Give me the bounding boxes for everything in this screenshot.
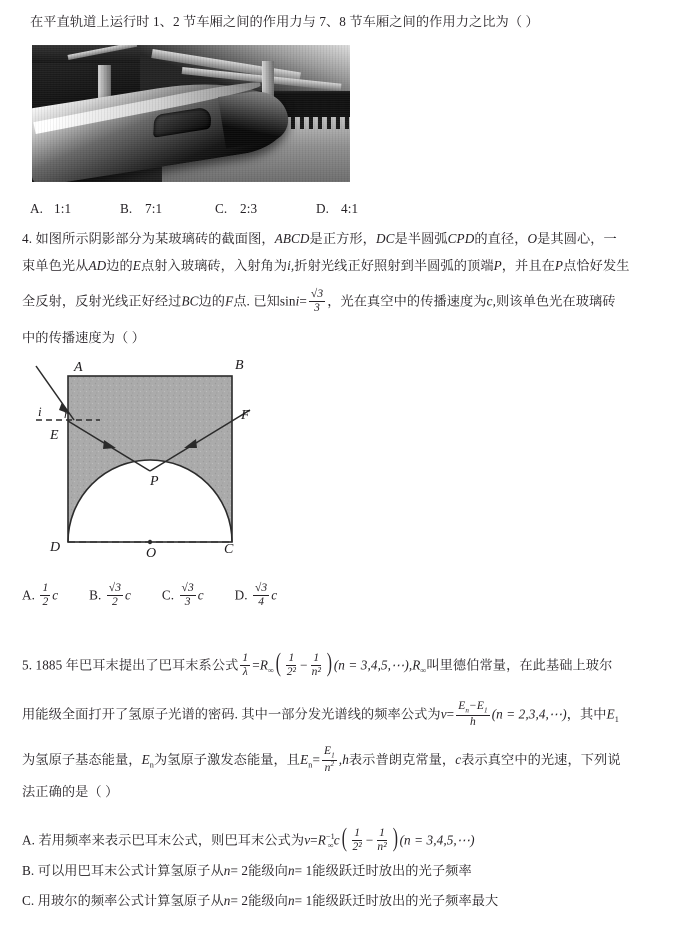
q3-option-d-text[interactable]: 4:1 <box>341 201 359 216</box>
label-D: D <box>50 540 61 555</box>
q5-lambda-den: λ <box>242 665 248 678</box>
q4-text-2a: 束单色光从 <box>22 258 89 273</box>
q4-option-a-unit: c <box>52 587 59 603</box>
q5-option-b-eq2: = 1 <box>294 863 313 878</box>
q4-cpd: CPD <box>447 231 475 246</box>
q5-text-3d: 表示普朗克常量， <box>348 752 456 768</box>
q4-option-a-num: 1 <box>42 582 49 594</box>
q5-bohr-num <box>456 700 489 716</box>
q5-frac-2 <box>310 652 323 679</box>
q5-rydberg-sub: ∞ <box>267 666 274 676</box>
q3-option-b-text[interactable]: 7:1 <box>145 201 163 216</box>
q5-option-c-mid: 能级向 <box>248 893 288 908</box>
q5-option-a-f1n: 1 <box>354 827 361 839</box>
q5-energy-num-E: E <box>324 745 332 757</box>
q5-E1-inline: E <box>606 706 615 722</box>
q5-eq-2: = <box>446 706 455 722</box>
q5-En: E <box>458 700 466 712</box>
q4-text-3d: ，光在真空中的传播速度为 <box>327 293 487 309</box>
q3-option-d-label: D. <box>316 201 330 216</box>
q5-option-a-c: c <box>333 832 340 848</box>
q4-option-b-den: 2 <box>111 595 118 608</box>
q4-text-3a: 全反射，反射光线正好经过 <box>22 293 182 309</box>
q4-dc: DC <box>375 231 395 246</box>
q4-e-point: E <box>132 258 141 273</box>
q5-option-a-frac-1 <box>350 827 363 854</box>
q5-option-c-eq2: = 1 <box>294 893 313 908</box>
label-B: B <box>235 358 244 373</box>
q5-option-b[interactable] <box>22 863 472 878</box>
q5-option-b-n1: n <box>223 863 231 878</box>
q4-option-b-label: B. <box>89 587 102 603</box>
q5-stem-line-3 <box>22 746 621 776</box>
q4-option-a-value[interactable] <box>40 582 50 609</box>
q5-condition-1: (n = 3,4,5,⋯), <box>333 657 413 673</box>
label-C: C <box>224 542 234 557</box>
q5-option-c[interactable] <box>22 893 498 908</box>
q5-option-c-text-a: 用玻尔的频率公式计算氢原子从 <box>37 893 224 908</box>
q5-option-a-text: 若用频率来表示巴耳末公式，则巴耳末公式为 <box>38 832 305 848</box>
q5-E1-sub: 1 <box>484 706 488 715</box>
q5-option-a-frac-2 <box>375 827 388 854</box>
q4-option-d-num: √3 <box>255 582 268 594</box>
q4-number: 4. <box>22 231 33 246</box>
q5-option-a-Rsub: ∞ <box>327 841 334 851</box>
q4-f-point: F <box>225 293 234 309</box>
q4-ad: AD <box>88 258 107 273</box>
q5-En-sub: n <box>465 706 470 715</box>
q5-E1-inline-sub: 1 <box>614 715 619 725</box>
q4-text-1a: 如图所示阴影部分为某玻璃砖的截面图， <box>35 231 275 246</box>
q5-option-b-text-b: 能级跃迁时放出的光子频率 <box>312 863 472 878</box>
q5-option-a-minus: − <box>365 832 374 848</box>
q4-option-d-unit: c <box>271 587 278 603</box>
label-F: F <box>241 408 250 423</box>
q5-num-minus: − <box>469 700 477 712</box>
q4-text-2g: 点恰好发生 <box>563 258 630 273</box>
q4-option-c-label: C. <box>161 587 175 603</box>
q5-E1: E <box>476 700 485 712</box>
photo-passengers <box>282 99 350 129</box>
q4-text-3c: 点. 已知 <box>233 293 280 309</box>
q5-option-a-f1d: 2² <box>352 840 362 853</box>
q4-text-3b: 边的 <box>198 293 226 309</box>
q4-option-d-den: 4 <box>258 595 265 608</box>
q5-option-a-nu: ν <box>304 832 311 848</box>
q4-text-2d: 折射光线正好照射到半圆弧的顶端 <box>294 258 494 273</box>
q5-c-var: c <box>455 752 462 768</box>
q4-option-c-value[interactable] <box>180 582 196 609</box>
label-O: O <box>146 546 157 561</box>
q5-stem-line-4: 法正确的是（ ） <box>22 784 119 799</box>
photo-train-window <box>153 106 211 138</box>
q5-frac-1 <box>285 652 298 679</box>
q3-option-b-label: B. <box>120 201 133 216</box>
q4-stem-line-3 <box>22 289 616 316</box>
label-P: P <box>150 474 159 489</box>
q3-options <box>30 200 358 218</box>
q5-condition-2: (n = 2,3,4,⋯) <box>491 706 567 722</box>
label-E: E <box>50 428 59 443</box>
q5-option-c-n2: n <box>287 893 295 908</box>
center-point-O <box>148 540 152 544</box>
q5-option-c-eq1: = 2 <box>230 893 249 908</box>
q4-equals: = <box>299 293 307 309</box>
q4-option-a-den: 2 <box>42 595 49 608</box>
q5-text-3b: 为氢原子激发态能量，且 <box>153 752 301 768</box>
q5-text-3a: 为氢原子基态能量， <box>22 752 142 768</box>
q5-nu: ν <box>440 706 447 722</box>
q4-option-b-unit: c <box>125 587 132 603</box>
q4-p-point-2: P <box>554 258 564 273</box>
q4-option-d-value[interactable] <box>253 582 269 609</box>
q4-option-c-num: √3 <box>181 582 194 594</box>
q4-text-2f: ，并且在 <box>501 258 555 273</box>
q4-stem-line-4: 中的传播速度为（ ） <box>22 330 145 345</box>
q5-rydberg-R: R <box>259 657 268 673</box>
q5-rydberg-R2: R <box>412 657 421 673</box>
q5-option-b-eq1: = 2 <box>230 863 249 878</box>
q5-minus-1: − <box>300 657 308 673</box>
q4-text-1d: 的直径， <box>474 231 528 246</box>
q5-frac-1-num: 1 <box>288 652 295 664</box>
q4-text-3e: 则该单色光在玻璃砖 <box>496 293 616 309</box>
label-A: A <box>74 360 83 375</box>
q5-option-b-text-a: 可以用巴耳末公式计算氢原子从 <box>37 863 224 878</box>
q5-option-b-n2: n <box>287 863 295 878</box>
q5-text-2b: ，其中 <box>566 706 607 722</box>
q5-En-inline-2: E <box>300 752 309 768</box>
q5-lambda-fraction <box>240 652 250 679</box>
q5-En-inline-2-sub: n <box>308 760 313 770</box>
q5-option-a-cond: (n = 3,4,5,⋯) <box>399 832 475 848</box>
q4-text-1e: 是其圆心，一 <box>537 231 617 246</box>
q4-i-var: i, <box>287 258 295 273</box>
q5-option-a-f2d: n² <box>377 840 387 853</box>
q4-option-d-label: D. <box>234 587 248 603</box>
q4-p-point: P <box>493 258 502 273</box>
q5-lambda-num: 1 <box>242 652 249 664</box>
q4-text-2c: 点射入玻璃砖，入射角为 <box>140 258 288 273</box>
q5-option-b-label: B. <box>22 863 35 878</box>
q5-En-inline-sub: n <box>149 760 154 770</box>
q5-option-a-R: R <box>317 832 326 848</box>
q4-option-c-den: 3 <box>184 595 191 608</box>
shaded-glass-region <box>68 376 232 542</box>
q5-option-a-eq: = <box>310 832 318 848</box>
q5-stem-line-2 <box>22 701 619 730</box>
q4-option-b-num: √3 <box>108 582 122 594</box>
q5-bohr-den: h <box>470 716 476 729</box>
q4-text-1b: 是正方形， <box>309 231 376 246</box>
q3-stem: 在平直轨道上运行时 1、2 节车厢之间的作用力与 7、8 节车厢之间的作用力之比为（ ） <box>30 14 539 29</box>
q5-option-a-f2n: 1 <box>379 827 386 839</box>
q3-option-a-label: A. <box>30 201 44 216</box>
q5-energy-den <box>323 761 337 775</box>
q5-text-2a: 用能级全面打开了氢原子光谱的密码. 其中一部分发光谱线的频率公式为 <box>22 706 441 722</box>
q5-eq-3: = <box>312 752 320 768</box>
high-speed-train-photo <box>32 45 350 182</box>
q4-option-b-value[interactable] <box>107 582 123 609</box>
q4-text-1c: 是半圆弧 <box>394 231 448 246</box>
q3-option-c-label: C. <box>215 201 228 216</box>
q5-number: 5. <box>22 657 33 673</box>
q5-bohr-fraction <box>456 700 489 729</box>
q4-sin-arg: i <box>295 293 300 309</box>
q5-option-a-label: A. <box>22 832 36 848</box>
q4-stem-line-1 <box>22 231 617 246</box>
q4-sin-num: √3 <box>310 288 324 300</box>
q5-text-1a: 1885 年巴耳末提出了巴耳末系公式 <box>35 657 239 673</box>
diagram-svg <box>28 358 288 563</box>
label-angle-i: i <box>38 404 42 419</box>
q5-energy-den-sup: 2 <box>330 760 335 769</box>
q3-option-c-text[interactable]: 2:3 <box>240 201 258 216</box>
q4-stem-line-2 <box>22 258 630 273</box>
q4-text-2b: 边的 <box>106 258 133 273</box>
q4-sin-den: 3 <box>314 301 320 314</box>
q5-frac-2-den: n² <box>311 665 322 678</box>
q5-option-c-n1: n <box>223 893 231 908</box>
glass-brick-refraction-diagram <box>28 358 288 563</box>
q4-c-var: c, <box>486 293 496 309</box>
q5-frac-1-den: 2² <box>286 665 297 678</box>
q5-option-b-mid: 能级向 <box>248 863 288 878</box>
q5-option-a[interactable]: A. 若用频率来表示巴耳末公式，则巴耳末公式为$\nu=R^{-1}_\infty c$( $\frac{1}{\text{2²}}$ − $\frac{1}{\text{n²}}$ ) (n = 3,4,5,⋯) <box>22 823 475 853</box>
q4-sin: sin <box>279 293 296 309</box>
q5-option-c-label: C. <box>22 893 35 908</box>
q5-option-c-text-b: 能级跃迁时放出的光子频率最大 <box>312 893 499 908</box>
q5-energy-num-sub: 1 <box>331 751 335 760</box>
q4-abcd: ABCD <box>274 231 310 246</box>
q4-options <box>22 583 277 610</box>
q5-text-1b: 叫里德伯常量，在此基础上玻尔 <box>426 657 613 673</box>
q4-bc: BC <box>181 293 199 309</box>
q5-h-var: ,h <box>338 752 349 768</box>
q3-option-a-text[interactable]: 1:1 <box>54 201 72 216</box>
q4-sin-value-fraction <box>309 288 325 315</box>
q5-stem-line-1: 5. 1885 年巴耳末提出了巴耳末系公式 $\frac{1}{\lambda}$ $=R_\infty$( $\frac{1}{\text{2²}}$ − $\frac{1}{\text{n²}}$ ) $(n = 3,4,5,\cdots),R_\infty$叫里德伯常量，在此基础上玻尔 <box>22 648 613 678</box>
q4-option-a-label: A. <box>22 587 36 603</box>
q5-frac-2-num: 1 <box>313 652 320 664</box>
q5-text-3e: 表示真空中的光速，下列说 <box>461 752 621 768</box>
q4-o: O <box>527 231 538 246</box>
q5-rydberg-sub-2: ∞ <box>420 666 427 676</box>
q5-eq-1: = <box>252 657 260 673</box>
q4-option-c-unit: c <box>197 587 204 603</box>
q5-energy-fraction <box>322 745 337 775</box>
q5-option-a-Rsup: −1 <box>325 832 335 842</box>
label-angle-r: r <box>64 407 69 421</box>
q5-energy-den-n: n <box>324 762 331 775</box>
q5-energy-num <box>322 745 337 761</box>
q5-En-inline: E <box>141 752 150 768</box>
